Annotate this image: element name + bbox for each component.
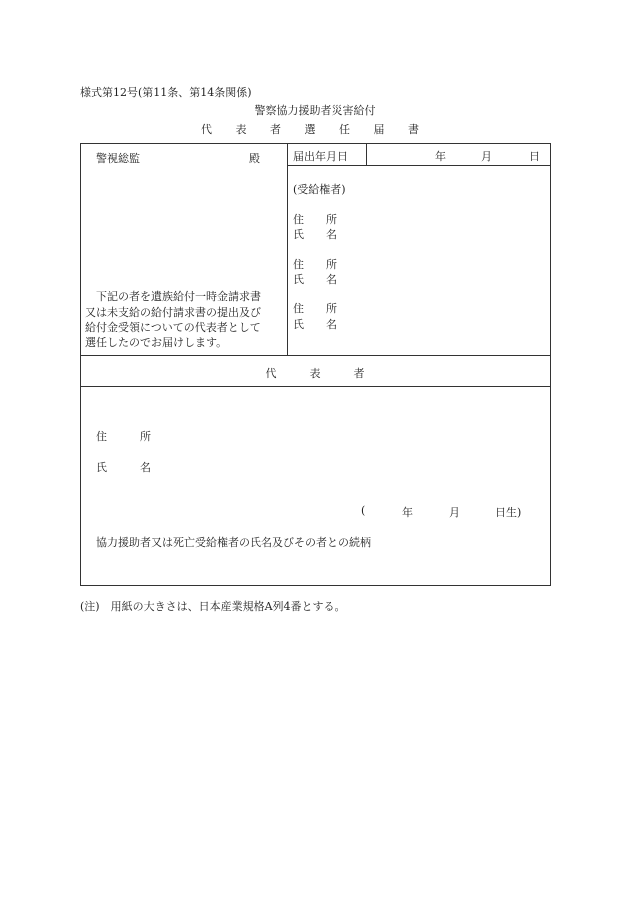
form-title-line1: 警察協力援助者災害給付 — [254, 104, 376, 117]
claimant-1-name-label: 氏 名 — [293, 228, 337, 241]
statement-line-1: 下記の者を遺族給付一時金請求書 — [96, 290, 261, 303]
birth-year: 年 — [402, 506, 413, 519]
statement-line-4: 選任したのでお届けします。 — [85, 336, 228, 349]
birth-open-paren: ( — [361, 504, 366, 517]
footnote: (注) 用紙の大きさは、日本産業規格A列4番とする。 — [80, 600, 346, 613]
claimant-3-name-label: 氏 名 — [293, 318, 337, 331]
relation-label: 協力援助者又は死亡受給権者の氏名及びその者との続柄 — [96, 536, 371, 549]
addressee: 警視総監 — [96, 152, 140, 165]
claimant-3-address-label: 住 所 — [293, 302, 337, 315]
birth-day: 日生) — [495, 506, 522, 519]
date-year: 年 — [435, 150, 446, 163]
date-label-divider — [366, 143, 367, 165]
statement-line-2: 又は未支給の給付請求書の提出及び — [85, 306, 261, 319]
form-title-line2: 代 表 者 選 任 届 書 — [201, 123, 429, 136]
date-day: 日 — [529, 150, 540, 163]
statement-line-3: 給付金受領についての代表者として — [85, 321, 261, 334]
claimant-2-address-label: 住 所 — [293, 258, 337, 271]
claimant-1-address-label: 住 所 — [293, 213, 337, 226]
claimants-label: (受給権者) — [293, 183, 346, 196]
date-month: 月 — [481, 150, 492, 163]
section-divider-top — [80, 355, 551, 356]
vertical-divider — [287, 143, 288, 355]
form-number: 様式第12号(第11条、第14条関係) — [80, 86, 252, 99]
representative-name-label: 氏 名 — [96, 461, 151, 474]
representative-section-label: 代 表 者 — [265, 367, 365, 380]
date-label: 届出年月日 — [293, 150, 348, 163]
section-divider-bottom — [80, 386, 551, 387]
claimant-2-name-label: 氏 名 — [293, 273, 337, 286]
date-row-divider — [287, 165, 551, 166]
birth-month: 月 — [449, 506, 460, 519]
honorific: 殿 — [249, 152, 260, 165]
representative-address-label: 住 所 — [96, 430, 151, 443]
